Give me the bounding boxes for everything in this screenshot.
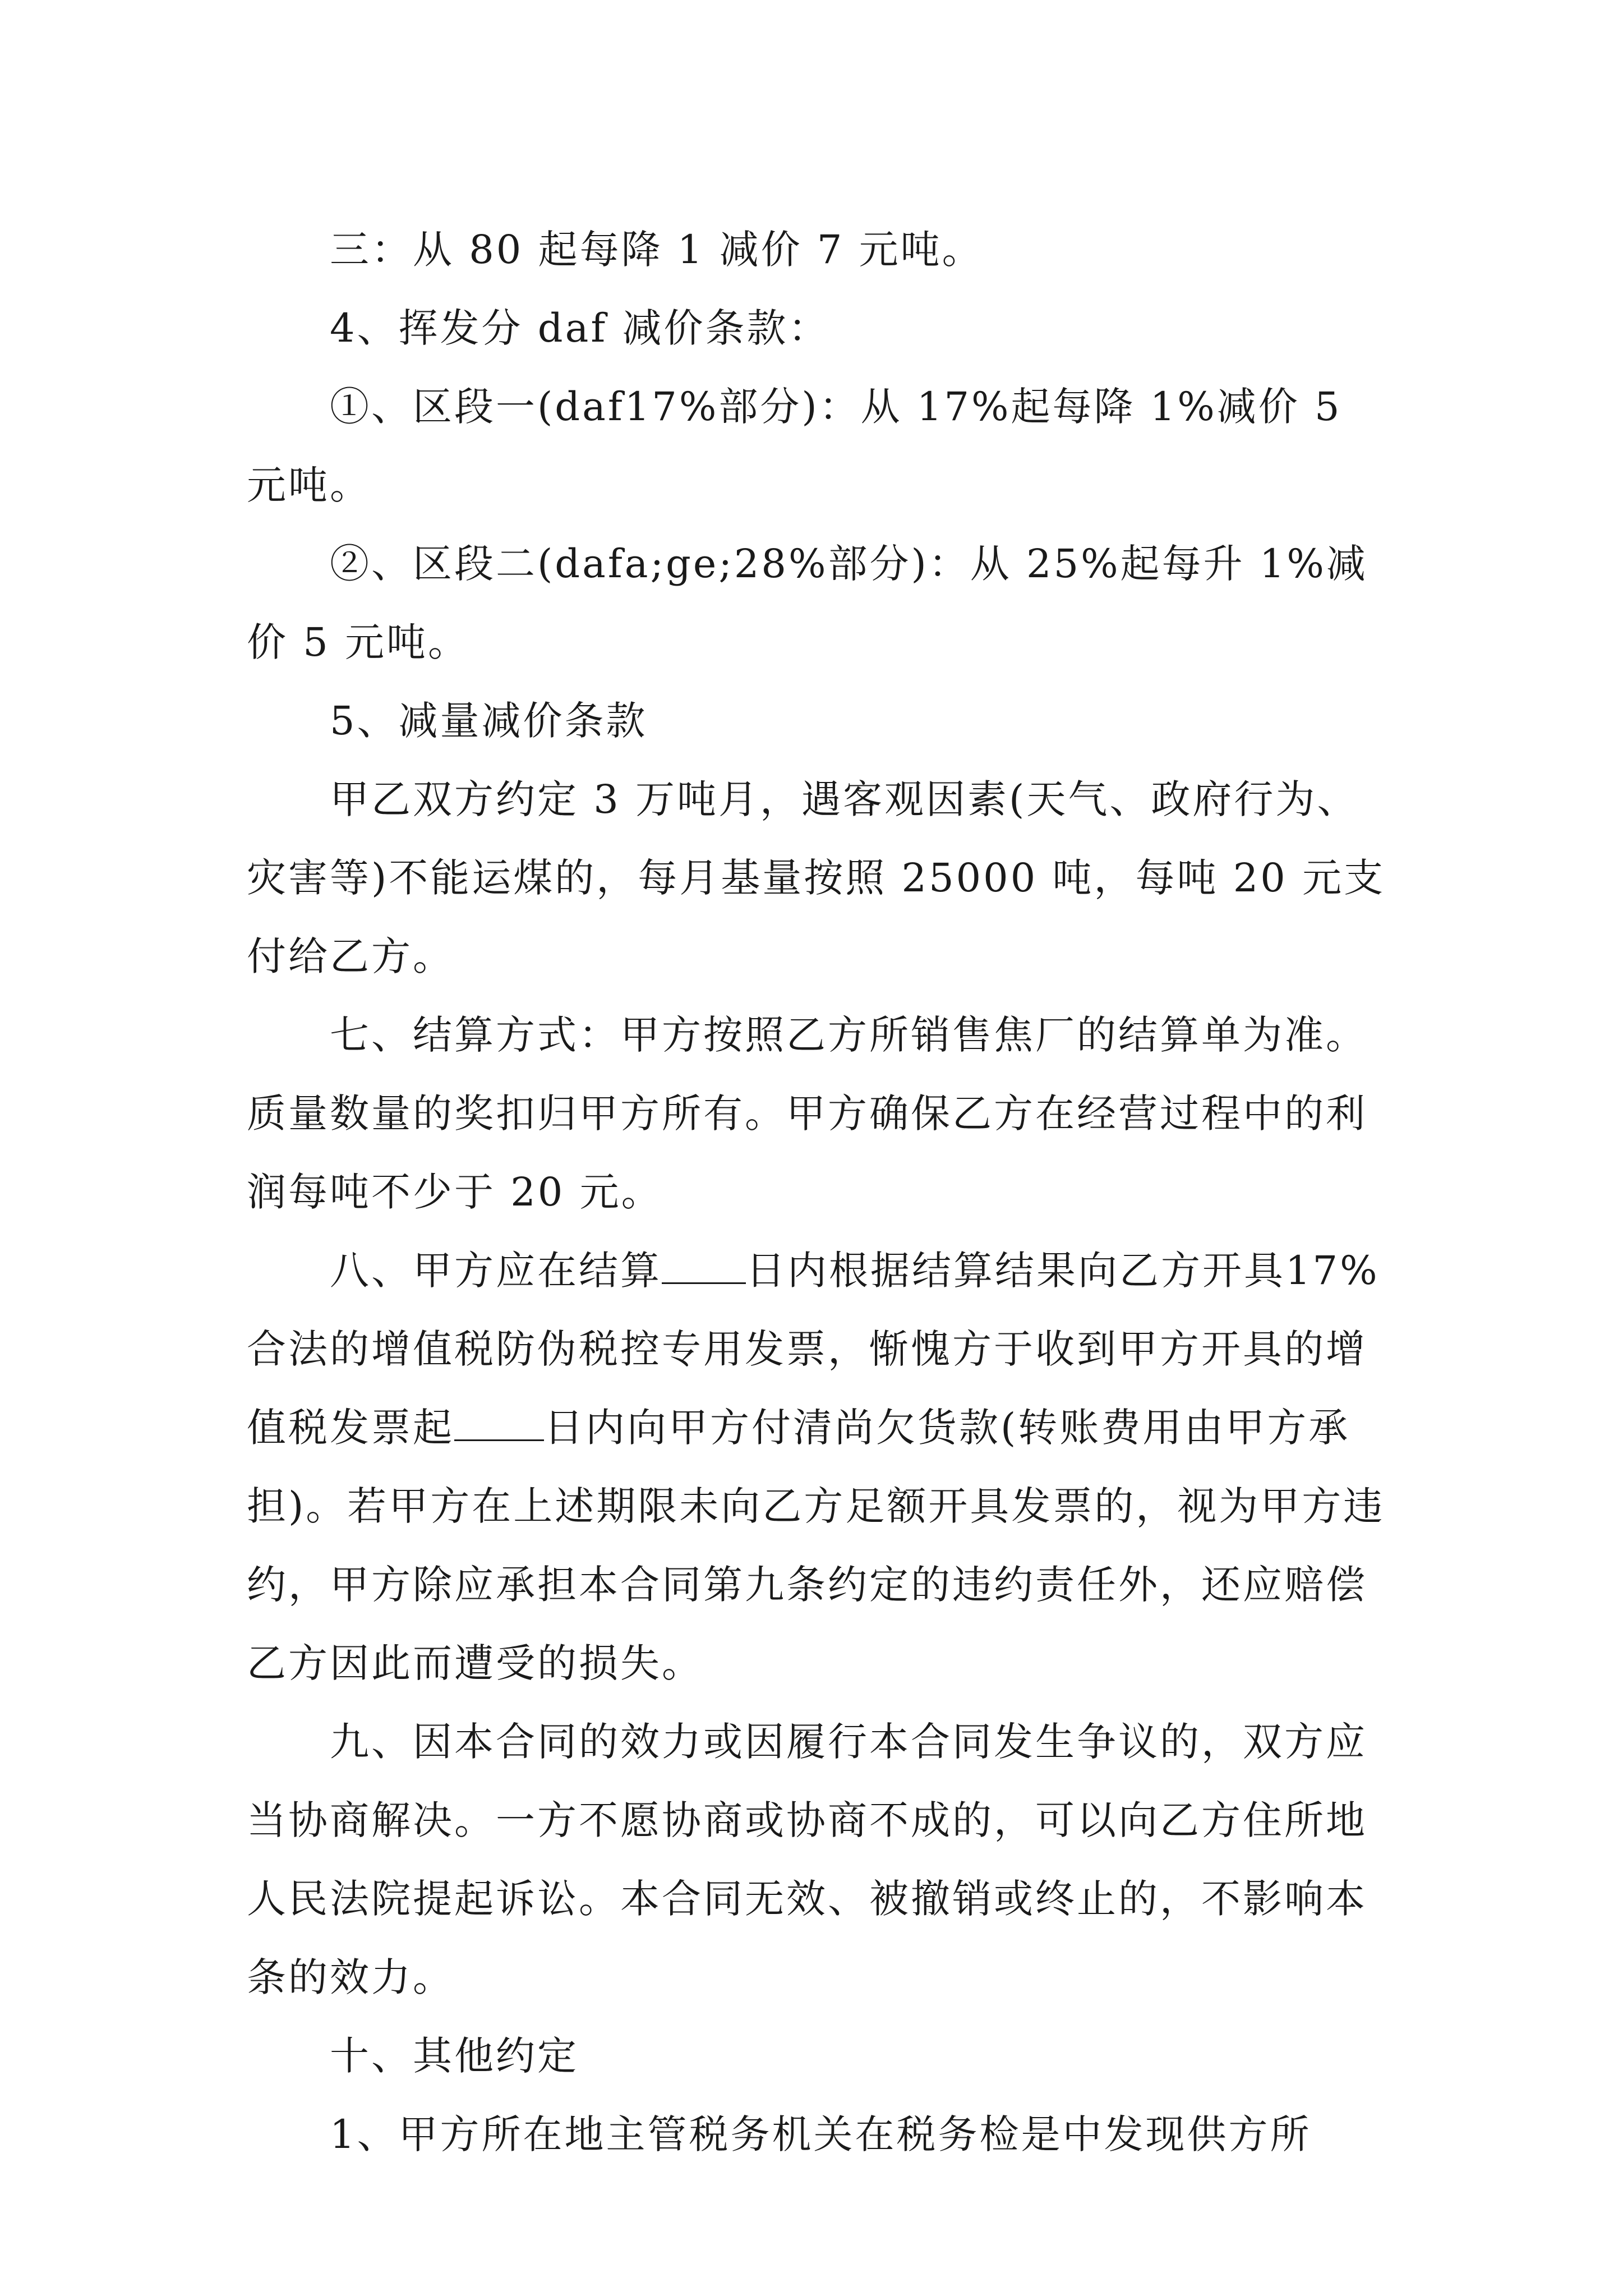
price-clause-three: 三：从 80 起每降 1 减价 7 元吨。 — [330, 227, 984, 273]
volatile-matter-clause-heading: 4、挥发分 daf 减价条款： — [330, 305, 830, 351]
reduction-clause-heading: 5、减量减价条款 — [330, 698, 648, 744]
dispute-clause: 九、因本合同的效力或因履行本合同发生争议的，双方应当协商解决。一方不愿协商或协商不成的，可以向乙方住所地人民法院提起诉讼。本合同无效、被撤销或终止的，不影响本条的效力。 — [247, 1719, 1367, 2000]
invoice-clause — [247, 1231, 1391, 1703]
volatile-section-two: ②、区段二(dafa;ge;28%部分)：从 25%起每升 1%减价 5 元吨。 — [247, 541, 1368, 665]
invoice-clause-part-b: 日内根据结算结果向乙方开具17%合法的增值税防伪税控专用发票，惭愧方于收到甲方开具的增值税发票起 — [247, 1248, 1380, 1451]
settlement-method-clause: 七、结算方式：甲方按照乙方所销售焦厂的结算单为准。质量数量的奖扣归甲方所有。甲方确保乙方在经营过程中的利润每吨不少于 20 元。 — [247, 1012, 1367, 1215]
volatile-section-one: ①、区段一(daf17%部分)：从 17%起每降 1%减价 5 元吨。 — [247, 384, 1342, 508]
document-body — [247, 210, 1391, 2174]
payment-days-blank — [454, 1406, 544, 1441]
invoice-clause-part-c: 日内向甲方付清尚欠货款(转账费用由甲方承担)。若甲方在上述期限未向乙方足额开具发票的，视为甲方违约，甲方除应承担本合同第九条约定的违约责任外，还应赔偿乙方因此而遭受的损失。 — [247, 1405, 1385, 1686]
reduction-clause-body: 甲乙双方约定 3 万吨月，遇客观因素(天气、政府行为、灾害等)不能运煤的，每月基量按照 25000 吨，每吨 20 元支付给乙方。 — [247, 776, 1386, 979]
settlement-days-blank — [662, 1249, 746, 1284]
other-agreements-heading: 十、其他约定 — [330, 2033, 579, 2079]
other-agreement-item-one: 1、甲方所在地主管税务机关在税务检是中发现供方所 — [330, 2111, 1312, 2157]
invoice-clause-part-a: 八、甲方应在结算 — [330, 1248, 662, 1294]
